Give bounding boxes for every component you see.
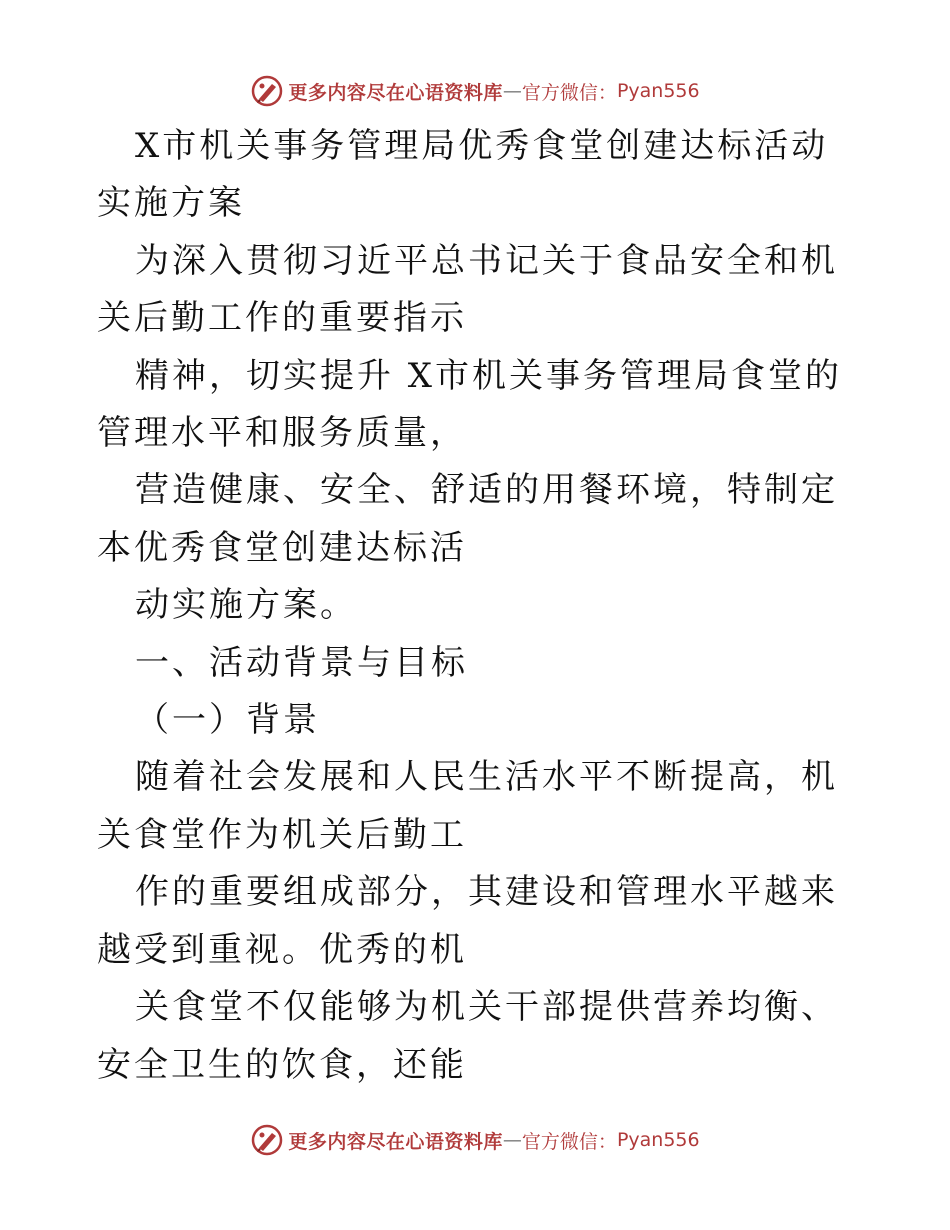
- watermark-separator: —: [502, 1129, 522, 1151]
- document-body: [97, 118, 857, 1094]
- paragraph: 为深入贯彻习近平总书记关于食品安全和机关后勤工作的重要指示: [97, 240, 838, 339]
- paragraph: 营造健康、安全、舒适的用餐环境，特制定本优秀食堂创建达标活: [97, 470, 838, 568]
- watermark-contact-label: 官方微信：: [521, 81, 617, 104]
- paragraph: 动实施方案。: [135, 585, 357, 626]
- footer-watermark: [0, 1120, 950, 1160]
- subsection-heading: （一）背景: [135, 700, 320, 741]
- watermark-contact-id: Pyan556: [616, 1129, 700, 1151]
- paragraph: 精神，切实提升 X市机关事务管理局食堂的管理水平和服务质量，: [97, 355, 843, 454]
- paragraph: 随着社会发展和人民生活水平不断提高，机关食堂作为机关后勤工: [97, 757, 838, 855]
- pen-logo-icon: [250, 1123, 284, 1157]
- document-title: X市机关事务管理局优秀食堂创建达标活动实施方案: [97, 126, 829, 224]
- section-heading: 一、活动背景与目标: [135, 642, 468, 683]
- header-watermark: [0, 71, 950, 111]
- watermark-contact-label: 官方微信：: [521, 1130, 617, 1153]
- watermark-brand: 更多内容尽在心语资料库: [288, 1130, 503, 1153]
- watermark-brand: 更多内容尽在心语资料库: [288, 81, 503, 104]
- pen-logo-icon: [250, 74, 284, 108]
- watermark-separator: —: [502, 80, 522, 102]
- watermark-contact-id: Pyan556: [616, 80, 700, 102]
- paragraph: 关食堂不仅能够为机关干部提供营养均衡、安全卫生的饮食，还能: [97, 987, 838, 1085]
- paragraph: 作的重要组成部分，其建设和管理水平越来越受到重视。优秀的机: [97, 872, 838, 970]
